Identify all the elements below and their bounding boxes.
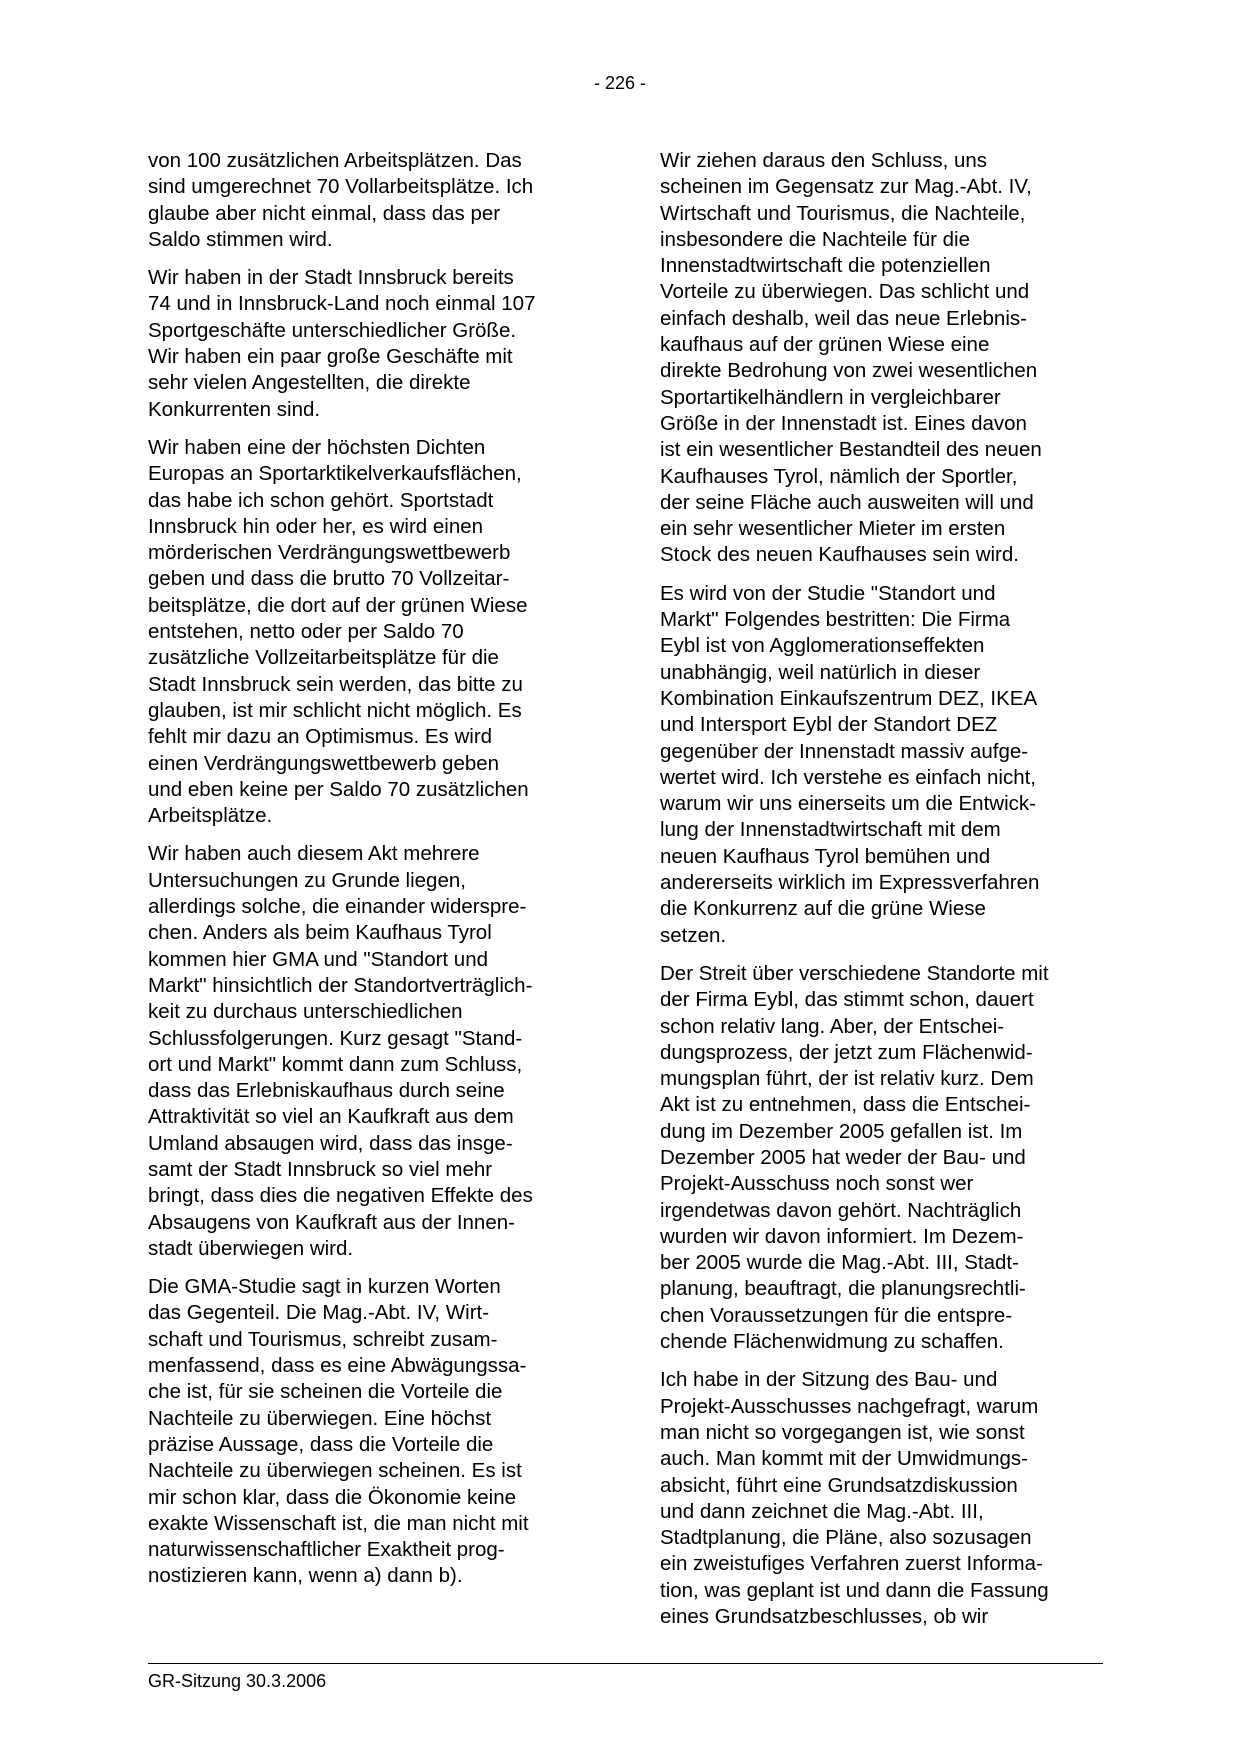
right-column xyxy=(660,148,1110,1642)
text-line: der seine Fläche auch ausweiten will und xyxy=(660,490,1034,514)
footer-session-date: GR-Sitzung 30.3.2006 xyxy=(148,1671,327,1691)
text-line: Stadtplanung, die Pläne, also sozusagen xyxy=(660,1526,1032,1550)
text-line: von 100 zusätzlichen Arbeitsplätzen. Das xyxy=(148,149,522,172)
text-line: Vorteile zu überwiegen. Das schlicht und xyxy=(660,280,1030,304)
text-line: chen. Anders als beim Kaufhaus Tyrol xyxy=(148,921,492,945)
text-line: stadt überwiegen wird. xyxy=(148,1236,354,1260)
paragraph xyxy=(148,148,593,253)
text-line: Sportartikelhändlern in vergleichbarer xyxy=(660,385,1001,409)
text-line: Attraktivität so viel an Kaufkraft aus dem xyxy=(148,1105,514,1129)
text-line: kaufhaus auf der grünen Wiese eine xyxy=(660,333,990,357)
text-line: eines Grundsatzbeschlusses, ob wir xyxy=(660,1605,989,1629)
text-line: irgendetwas davon gehört. Nachträglich xyxy=(660,1198,1022,1222)
text-line: sind umgerechnet 70 Vollarbeitsplätze. Ich xyxy=(148,175,534,199)
page-number: - 226 - xyxy=(593,73,647,93)
text-line: und Intersport Eybl der Standort DEZ xyxy=(660,713,998,737)
text-line: präzise Aussage, dass die Vorteile die xyxy=(148,1432,494,1456)
text-line: exakte Wissenschaft ist, die man nicht mit xyxy=(148,1511,529,1535)
text-line: man nicht so vorgegangen ist, wie sonst xyxy=(660,1420,1025,1444)
text-line: insbesondere die Nachteile für die xyxy=(660,227,970,251)
text-line: dungsprozess, der jetzt zum Flächenwid- xyxy=(660,1040,1033,1064)
text-line: Eybl ist von Agglomerationseffekten xyxy=(660,634,985,658)
paragraph xyxy=(660,581,1110,949)
text-line: allerdings solche, die einander widerspre- xyxy=(148,895,527,919)
text-line: Es wird von der Studie "Standort und xyxy=(660,581,996,605)
paragraph xyxy=(660,961,1110,1355)
text-line: 74 und in Innsbruck-Land noch einmal 107 xyxy=(148,292,536,316)
text-line: Stadt Innsbruck sein werden, das bitte zu xyxy=(148,672,523,696)
text-line: neuen Kaufhaus Tyrol bemühen und xyxy=(660,844,991,868)
footer-divider xyxy=(148,1663,1103,1664)
text-line: Schlussfolgerungen. Kurz gesagt "Stand- xyxy=(148,1026,523,1050)
text-line: Kaufhauses Tyrol, nämlich der Sportler, xyxy=(660,464,1018,488)
text-line: Die GMA-Studie sagt in kurzen Worten xyxy=(148,1275,501,1299)
text-line: Dezember 2005 hat weder der Bau- und xyxy=(660,1145,1026,1169)
text-line: das Gegenteil. Die Mag.-Abt. IV, Wirt- xyxy=(148,1301,490,1325)
text-line: Akt ist zu entnehmen, dass die Entschei- xyxy=(660,1093,1031,1117)
text-line: Größe in der Innenstadt ist. Eines davon xyxy=(660,411,1027,435)
text-line: direkte Bedrohung von zwei wesentlichen xyxy=(660,359,1038,383)
text-line: Ich habe in der Sitzung des Bau- und xyxy=(660,1368,998,1392)
text-line: warum wir uns einerseits um die Entwick- xyxy=(660,792,1036,816)
text-line: Saldo stimmen wird. xyxy=(148,227,333,251)
text-line: und eben keine per Saldo 70 zusätzlichen xyxy=(148,777,529,801)
text-line: nostizieren kann, wenn a) dann b). xyxy=(148,1564,463,1588)
text-line: das habe ich schon gehört. Sportstadt xyxy=(148,488,494,512)
paragraph xyxy=(148,435,593,829)
text-line: dung im Dezember 2005 gefallen ist. Im xyxy=(660,1119,1023,1143)
text-line: lung der Innenstadtwirtschaft mit dem xyxy=(660,818,1001,842)
text-line: Wir ziehen daraus den Schluss, uns xyxy=(660,149,988,172)
text-line: planung, beauftragt, die planungsrechtli- xyxy=(660,1277,1026,1301)
left-column xyxy=(148,148,593,1602)
text-line: bringt, dass dies die negativen Effekte des xyxy=(148,1184,533,1208)
text-line: die Konkurrenz auf die grüne Wiese xyxy=(660,897,986,921)
text-line: dass das Erlebniskaufhaus durch seine xyxy=(148,1079,505,1103)
text-line: Markt" Folgendes bestritten: Die Firma xyxy=(660,608,1011,632)
text-line: einen Verdrängungswettbewerb geben xyxy=(148,751,500,775)
text-line: scheinen im Gegensatz zur Mag.-Abt. IV, xyxy=(660,175,1032,199)
text-line: auch. Man kommt mit der Umwidmungs- xyxy=(660,1447,1028,1471)
text-line: ort und Markt" kommt dann zum Schluss, xyxy=(148,1052,523,1076)
text-line: Wir haben eine der höchsten Dichten xyxy=(148,435,486,459)
text-line: geben und dass die brutto 70 Vollzeitar- xyxy=(148,567,510,591)
text-line: Der Streit über verschiedene Standorte mit xyxy=(660,961,1049,985)
text-line: Stock des neuen Kaufhauses sein wird. xyxy=(660,543,1019,567)
text-line: glauben, ist mir schlicht nicht möglich. Es xyxy=(148,698,522,722)
text-line: ein sehr wesentlicher Mieter im ersten xyxy=(660,517,1006,541)
text-line: schon relativ lang. Aber, der Entschei- xyxy=(660,1014,1005,1038)
text-line: Markt" hinsichtlich der Standortverträglich- xyxy=(148,973,533,997)
text-line: zusätzliche Vollzeitarbeitsplätze für die xyxy=(148,646,499,670)
text-line: samt der Stadt Innsbruck so viel mehr xyxy=(148,1157,493,1181)
text-line: mir schon klar, dass die Ökonomie keine xyxy=(148,1485,517,1509)
text-line: Absaugens von Kaufkraft aus der Innen- xyxy=(148,1210,515,1234)
paragraph xyxy=(148,1274,593,1590)
text-line: kommen hier GMA und "Standort und xyxy=(148,947,489,971)
text-line: einfach deshalb, weil das neue Erlebnis- xyxy=(660,306,1027,330)
text-line: chen Voraussetzungen für die entspre- xyxy=(660,1303,1013,1327)
text-line: Innenstadtwirtschaft die potenziellen xyxy=(660,254,991,278)
text-line: schaft und Tourismus, schreibt zusam- xyxy=(148,1327,498,1351)
text-line: Wir haben auch diesem Akt mehrere xyxy=(148,842,480,866)
text-line: absicht, führt eine Grundsatzdiskussion xyxy=(660,1473,1018,1497)
text-line: der Firma Eybl, das stimmt schon, dauert xyxy=(660,988,1034,1012)
text-line: und dann zeichnet die Mag.-Abt. III, xyxy=(660,1499,984,1523)
text-line: Untersuchungen zu Grunde liegen, xyxy=(148,868,466,892)
text-line: Sportgeschäfte unterschiedlicher Größe. xyxy=(148,318,517,342)
text-line: Kombination Einkaufszentrum DEZ, IKEA xyxy=(660,686,1038,710)
text-line: Projekt-Ausschusses nachgefragt, warum xyxy=(660,1394,1039,1418)
text-line: Umland absaugen wird, dass das insge- xyxy=(148,1131,513,1155)
text-line: Konkurrenten sind. xyxy=(148,397,321,421)
paragraph xyxy=(148,265,593,423)
text-line: unabhängig, weil natürlich in dieser xyxy=(660,660,981,684)
text-line: menfassend, dass es eine Abwägungssa- xyxy=(148,1354,527,1378)
text-line: gegenüber der Innenstadt massiv aufge- xyxy=(660,739,1029,763)
paragraph xyxy=(660,1367,1110,1630)
text-line: che ist, für sie scheinen die Vorteile die xyxy=(148,1380,503,1404)
text-line: chende Flächenwidmung zu schaffen. xyxy=(660,1330,1004,1354)
text-line: mungsplan führt, der ist relativ kurz. Dem xyxy=(660,1067,1034,1091)
text-line: wertet wird. Ich verstehe es einfach nicht, xyxy=(660,765,1037,789)
text-line: sehr vielen Angestellten, die direkte xyxy=(148,371,471,395)
text-line: andererseits wirklich im Expressverfahren xyxy=(660,871,1040,895)
text-line: naturwissenschaftlicher Exaktheit prog- xyxy=(148,1538,505,1562)
text-line: tion, was geplant ist und dann die Fassung xyxy=(660,1578,1049,1602)
text-line: ber 2005 wurde die Mag.-Abt. III, Stadt- xyxy=(660,1251,1019,1275)
text-line: setzen. xyxy=(660,923,727,947)
text-line: Wir haben ein paar große Geschäfte mit xyxy=(148,345,513,369)
text-line: ist ein wesentlicher Bestandteil des neuen xyxy=(660,438,1042,462)
text-line: ein zweistufiges Verfahren zuerst Informa- xyxy=(660,1552,1043,1576)
paragraph xyxy=(660,148,1110,569)
text-line: beitsplätze, die dort auf der grünen Wiese xyxy=(148,593,528,617)
text-line: Wir haben in der Stadt Innsbruck bereits xyxy=(148,266,514,290)
text-line: entstehen, netto oder per Saldo 70 xyxy=(148,620,464,644)
text-line: wurden wir davon informiert. Im Dezem- xyxy=(660,1224,1024,1248)
text-line: Projekt-Ausschuss noch sonst wer xyxy=(660,1172,974,1196)
text-line: Nachteile zu überwiegen scheinen. Es ist xyxy=(148,1459,522,1483)
text-line: mörderischen Verdrängungswettbewerb xyxy=(148,541,511,565)
text-line: keit zu durchaus unterschiedlichen xyxy=(148,1000,463,1024)
text-line: Arbeitsplätze. xyxy=(148,804,273,828)
text-line: Wirtschaft und Tourismus, die Nachteile, xyxy=(660,201,1026,225)
paragraph xyxy=(148,841,593,1262)
text-line: Innsbruck hin oder her, es wird einen xyxy=(148,514,484,538)
text-line: glaube aber nicht einmal, dass das per xyxy=(148,201,501,225)
text-line: Nachteile zu überwiegen. Eine höchst xyxy=(148,1406,492,1430)
text-line: Europas an Sportarktikelverkaufsflächen, xyxy=(148,462,522,486)
text-line: fehlt mir dazu an Optimismus. Es wird xyxy=(148,725,493,749)
